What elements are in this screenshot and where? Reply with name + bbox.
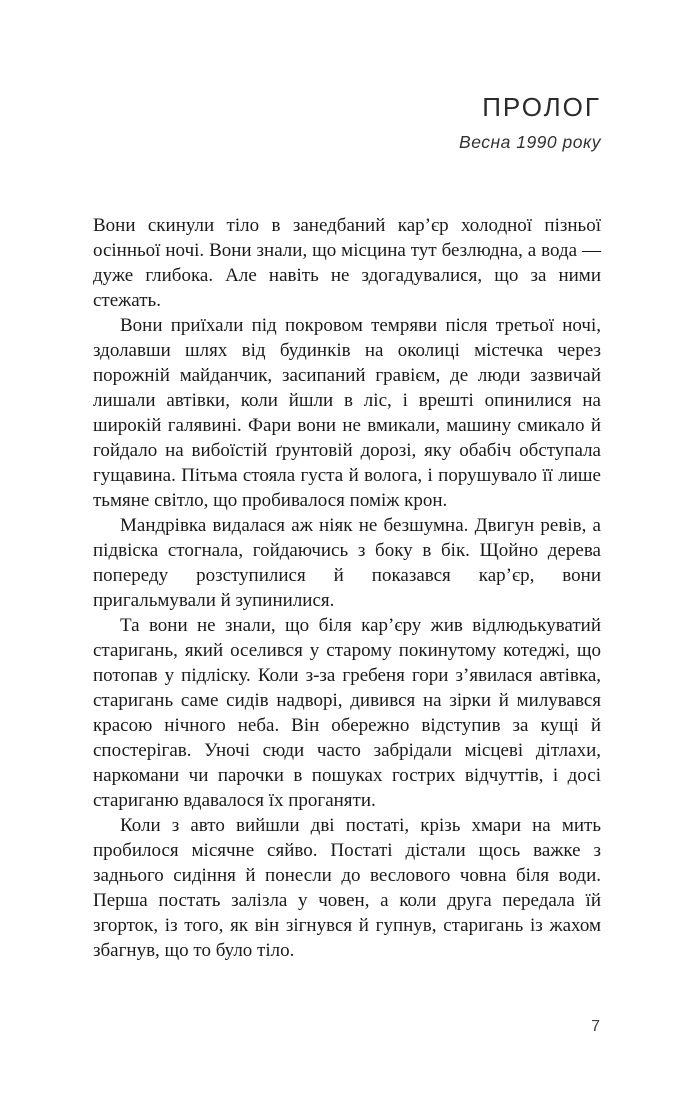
chapter-title: ПРОЛОГ <box>482 92 601 122</box>
body-text <box>93 213 601 963</box>
chapter-header <box>93 94 601 152</box>
paragraph-2: Вони приїхали під покровом темряви після третьої ночі, здолавши шлях від будинків на околиці містечка через порожній майданчик, засипаний гравієм, де люди зазвичай лишали автівки, коли йшли в ліс, і врешті опинилися на широкій галявині. Фари вони не вмикали, машину смикало й гойдало на вибоїстій ґрунтовій дорозі, яку обабіч обступала гущавина. Пітьма стояла густа й волога, і порушувало її лише тьмяне світло, що пробивалося поміж крон. <box>93 315 601 511</box>
paragraph-5: Коли з авто вийшли дві постаті, крізь хмари на мить пробилося місячне сяйво. Постаті дістали щось важке з заднього сидіння й понесли до веслового човна біля води. Перша постать залізла у човен, а коли друга передала їй згорток, із того, як він зігнувся й гупнув, старигань із жахом збагнув, що то було тіло. <box>93 815 601 961</box>
paragraph-3: Мандрівка видалася аж ніяк не безшумна. Двигун ревів, а підвіска стогнала, гойдаючись з боку в бік. Щойно дерева попереду розступилися й показався кар’єр, вони пригальмували й зупинилися. <box>93 515 601 611</box>
paragraph-4: Та вони не знали, що біля кар’єру жив відлюдькуватий старигань, який оселився у старому покинутому котеджі, що потопав у підліску. Коли з-за гребеня гори з’явилася автівка, старигань саме сидів надворі, дивився на зірки й милувався красою нічного неба. Він обережно відступив за кущі й спостерігав. Уночі сюди часто забрідали місцеві дітлахи, наркомани чи парочки в пошуках гострих відчуттів, і досі стариганю вдавалося їх проганяти. <box>93 615 601 811</box>
paragraph-1: Вони скинули тіло в занедбаний кар’єр холодної пізньої осінньої ночі. Вони знали, що місцина тут безлюдна, а вода — дуже глибока. Але навіть не здогадувалися, що за ними стежать. <box>93 215 601 311</box>
page-number: 7 <box>591 1018 600 1035</box>
chapter-date: Весна 1990 року <box>459 132 601 152</box>
